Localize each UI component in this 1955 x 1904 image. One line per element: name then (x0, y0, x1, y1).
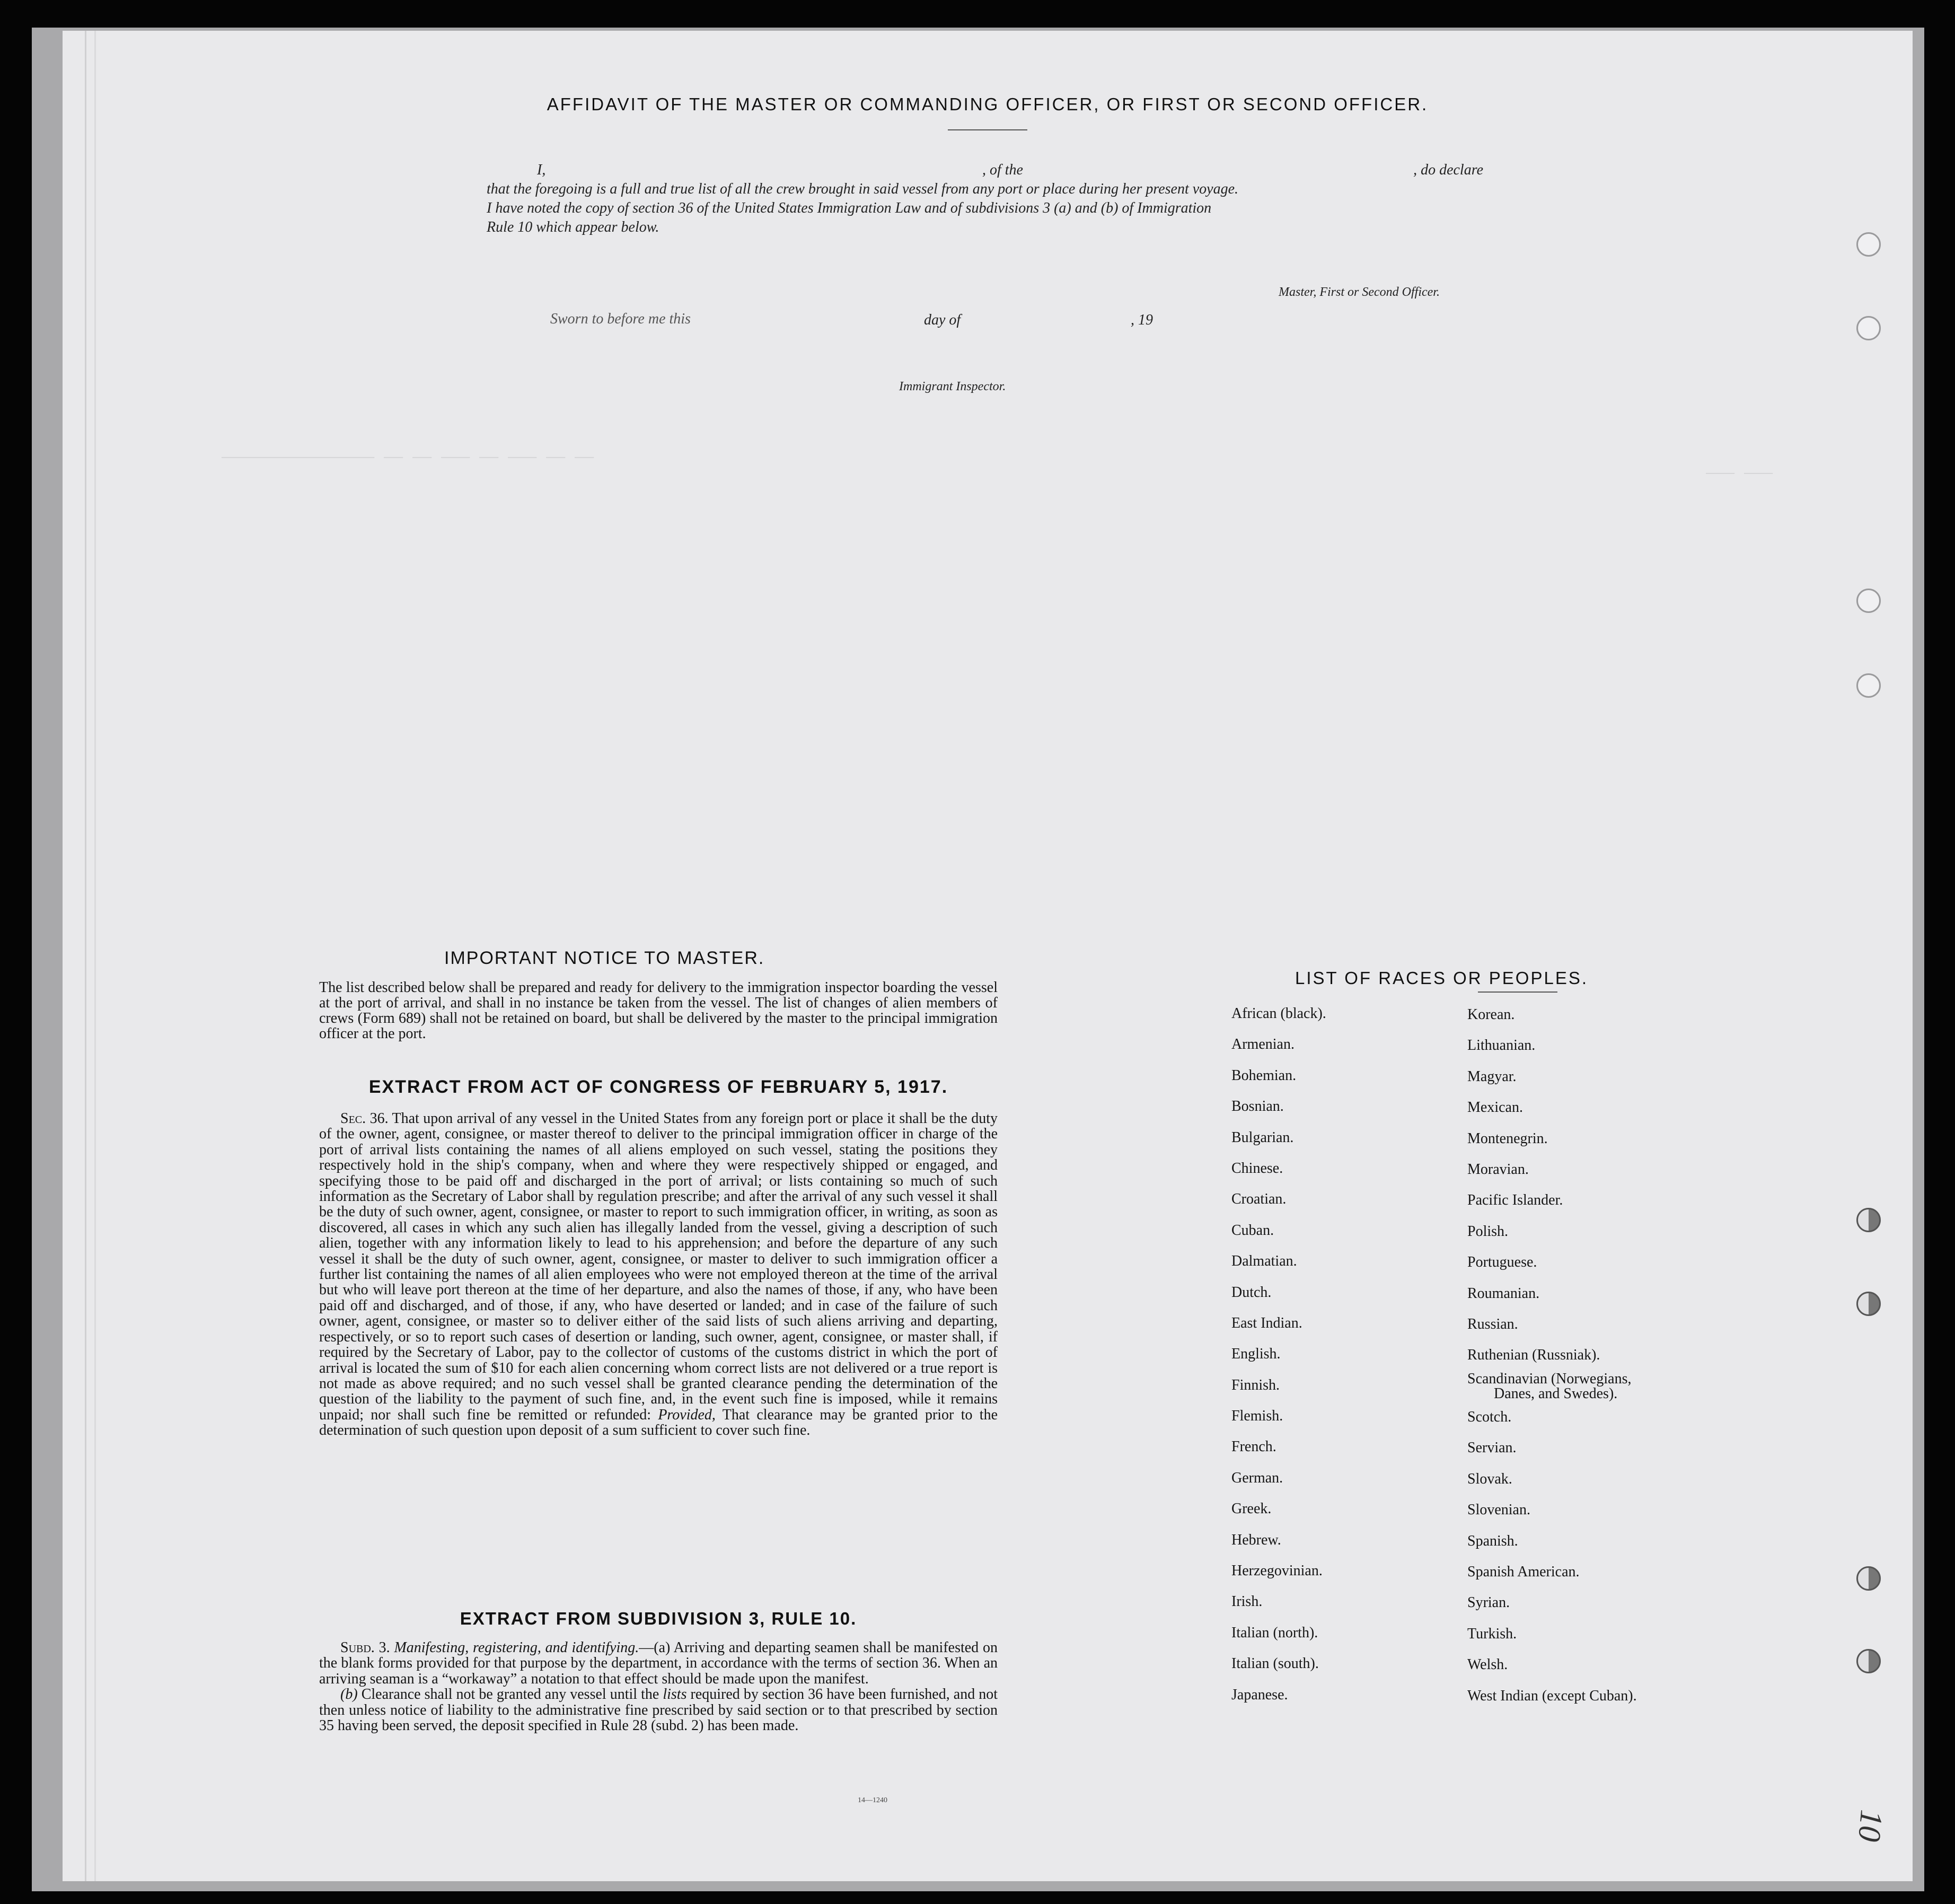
race-item: Spanish. (1467, 1532, 1518, 1549)
race-item: Moravian. (1467, 1161, 1529, 1178)
race-item: English. (1231, 1346, 1281, 1363)
race-item: Spanish American. (1467, 1564, 1580, 1581)
affidavit-of-the: , of the (982, 162, 1023, 178)
race-item: Servian. (1467, 1440, 1517, 1456)
race-item: Croatian. (1231, 1191, 1287, 1208)
race-item: Dutch. (1231, 1284, 1272, 1301)
extract-act-title: EXTRACT FROM ACT OF CONGRESS OF FEBRUARY 5, 1917. (368, 1077, 948, 1097)
race-item: Magyar. (1467, 1068, 1517, 1085)
race-item: French. (1231, 1438, 1276, 1455)
paragraph-b (319, 1687, 998, 1733)
affidavit-line: I have noted the copy of section 36 of the United States Immigration Law and of subdivisions 3 (a) and (b) of Immigration (487, 200, 1212, 216)
race-item: Russian. (1467, 1315, 1518, 1332)
race-item: Irish. (1231, 1593, 1263, 1610)
punch-hole (1856, 1208, 1881, 1232)
document-page (63, 31, 1913, 1881)
races-left-column (1231, 1003, 1326, 1715)
affidavit-line: Rule 10 which appear below. (487, 219, 659, 235)
rule-10-text (319, 1640, 998, 1733)
race-item: Roumanian. (1467, 1285, 1540, 1302)
punch-hole (1856, 316, 1881, 340)
paragraph-b-pre: Clearance shall not be granted any vessel until the (361, 1686, 659, 1703)
year-text: , 19 (1131, 312, 1153, 328)
paragraph-a-text: —(a) Arriving and departing seamen shall be manifested on the blank forms provided for that purpose by the department, in accordance with the terms of section 36. When an arriving seaman is a “workaway” a notation to that effect should be made upon the manifest. (319, 1639, 998, 1687)
notice-body: The list described below shall be prepared and ready for delivery to the immigration inspector boarding the vessel at the port of arrival, and shall in no instance be taken from the vessel. The list of changes of alien members of crews (Form 689) shall not be retained on board, but shall be delivered by the master to the principal immigration officer at the port. (319, 979, 998, 1042)
race-item: Scandinavian (Norwegians, Danes, and Swedes). (1467, 1370, 1632, 1402)
race-item: Bosnian. (1231, 1098, 1284, 1115)
punch-hole (1856, 589, 1881, 613)
race-item: Italian (south). (1231, 1655, 1319, 1672)
provided-word: Provided, (658, 1406, 716, 1423)
section-36-text (319, 1111, 998, 1438)
punch-hole (1856, 1649, 1881, 1673)
section-36-body: That upon arrival of any vessel in the United States from any foreign port or place it shall be the duty of the owner, agent, consignee, or master thereof to deliver to the principal immigration officer in charge of the port of arrival lists containing the names of all aliens employed on such vessel, stating the positions they respectively hold in the ship's company, when and where they were respectively shipped or engaged, and specifying those to be paid off and discharged in the port of arrival; or lists containing so much of such information as the Secretary of Labor shall by regulation prescribe; and after the arrival of any such vessel it shall be the duty of such owner, agent, consignee, or master to report to such immigration officer, in writing, as soon as discovered, all cases in which any such alien has illegally landed from the vessel, giving a description of such alien, together with any information likely to lead to his apprehension; and before the departure of any such vessel it shall be the duty of such owner, agent, consignee, or master to deliver to such immigration officer a further list containing the names of all alien employees who were not employed thereon at the time of the arrival but who will leave port thereon at the time of her departure, and also the names of those, if any, who have been paid off and discharged, and of those, if any, who have deserted or landed; and in case of the failure of such owner, agent, consignee, or master so to deliver either of the said lists of such aliens arriving and departing, respectively, or so to report such cases of desertion or landing, such owner, agent, consignee, or master shall, if required by the Secretary of Labor, pay to the collector of customs of the customs district in which the port of arrival is located the sum of $10 for each alien concerning whom correct lists are not delivered or a true report is not made as above required; and no such vessel shall be granted clearance pending the determination of the question of the liability to the payment of such fine, and, in the event such fine is imposed, while it remains unpaid; nor shall such fine be remitted or refunded: (319, 1110, 998, 1423)
subd-heading: Manifesting, registering, and identifying. (394, 1639, 639, 1656)
divider (1478, 992, 1557, 993)
race-item: Korean. (1467, 1006, 1515, 1023)
race-item: Ruthenian (Russniak). (1467, 1347, 1600, 1364)
race-item: Polish. (1467, 1223, 1509, 1240)
bleed-through-text: ─── ─── (1706, 466, 1773, 484)
race-item: Hebrew. (1231, 1531, 1281, 1548)
signature-label: Master, First or Second Officer. (1279, 285, 1440, 299)
race-item: Herzegovinian. (1231, 1563, 1323, 1580)
paragraph-b-post: required by section 36 have been furnished, and not then unless notice of liability to the administrative fine prescribed by said section or to that prescribed by section 35 having been served, the deposit specified in Rule 28 (subd. 2) has been made. (319, 1686, 998, 1734)
race-item: Syrian. (1467, 1594, 1510, 1611)
race-item: Lithuanian. (1467, 1037, 1536, 1054)
race-item: Greek. (1231, 1501, 1272, 1517)
races-right-column (1467, 1004, 1637, 1716)
extract-rule-title: EXTRACT FROM SUBDIVISION 3, RULE 10. (460, 1609, 857, 1628)
race-item: Italian (north). (1231, 1624, 1318, 1641)
race-item: Turkish. (1467, 1625, 1517, 1642)
race-item: Bulgarian. (1231, 1129, 1294, 1146)
race-item: West Indian (except Cuban). (1467, 1687, 1637, 1704)
race-item: German. (1231, 1469, 1283, 1486)
race-item: Portuguese. (1467, 1254, 1537, 1271)
inspector-label: Immigrant Inspector. (899, 380, 1006, 393)
race-item: Armenian. (1231, 1036, 1294, 1053)
race-item: Cuban. (1231, 1222, 1274, 1239)
paragraph-b-label: (b) (340, 1686, 358, 1703)
lists-word: lists (663, 1686, 687, 1703)
race-item: Mexican. (1467, 1099, 1523, 1116)
affidavit-declare: , do declare (1413, 162, 1483, 178)
day-of-text: day of (924, 312, 961, 328)
punch-hole (1856, 1292, 1881, 1316)
affidavit-i: I, (537, 162, 546, 178)
race-item: Slovenian. (1467, 1502, 1530, 1519)
subd-label: Subd. 3. (340, 1639, 390, 1656)
race-item: Scotch. (1467, 1409, 1512, 1426)
race-item: Montenegrin. (1467, 1130, 1548, 1147)
divider (948, 129, 1027, 130)
race-item: Welsh. (1467, 1656, 1508, 1673)
handwritten-note: 10 (1852, 1808, 1889, 1844)
race-item: Flemish. (1231, 1408, 1283, 1425)
affidavit-line (487, 161, 1483, 180)
sworn-text: Sworn to before me this (550, 311, 691, 327)
bleed-through-text: ──────────────── ── ── ─── ── ─── ── ── (222, 450, 594, 468)
page-edge-line (94, 31, 96, 1881)
punch-hole (1856, 673, 1881, 698)
punch-hole (1856, 232, 1881, 257)
race-item: African (black). (1231, 1005, 1326, 1022)
race-item: Pacific Islander. (1467, 1192, 1563, 1209)
affidavit-title: AFFIDAVIT OF THE MASTER OR COMMANDING OFFICER, OR FIRST OR SECOND OFFICER. (547, 94, 1429, 114)
page-edge-line (85, 31, 86, 1881)
race-item: Slovak. (1467, 1470, 1512, 1487)
notice-title: IMPORTANT NOTICE TO MASTER. (444, 948, 765, 968)
race-item: Japanese. (1231, 1686, 1288, 1703)
races-title: LIST OF RACES OR PEOPLES. (1295, 968, 1589, 988)
form-number: 14—1240 (858, 1796, 887, 1804)
affidavit-text (487, 161, 1483, 237)
race-item: Bohemian. (1231, 1067, 1297, 1084)
race-item: East Indian. (1231, 1314, 1302, 1331)
race-item: Dalmatian. (1231, 1253, 1297, 1270)
affidavit-line: that the foregoing is a full and true list of all the crew brought in said vessel from any port or place during her present voyage. (487, 181, 1239, 197)
race-item: Finnish. (1231, 1376, 1280, 1393)
section-36-end: That clearance may be granted prior to the determination of such question upon deposit of a sum sufficient to cover such fine. (319, 1406, 998, 1439)
race-item: Chinese. (1231, 1160, 1283, 1177)
punch-hole (1856, 1566, 1881, 1591)
paragraph-a (319, 1640, 998, 1687)
section-label: Sec. 36. (340, 1110, 389, 1127)
